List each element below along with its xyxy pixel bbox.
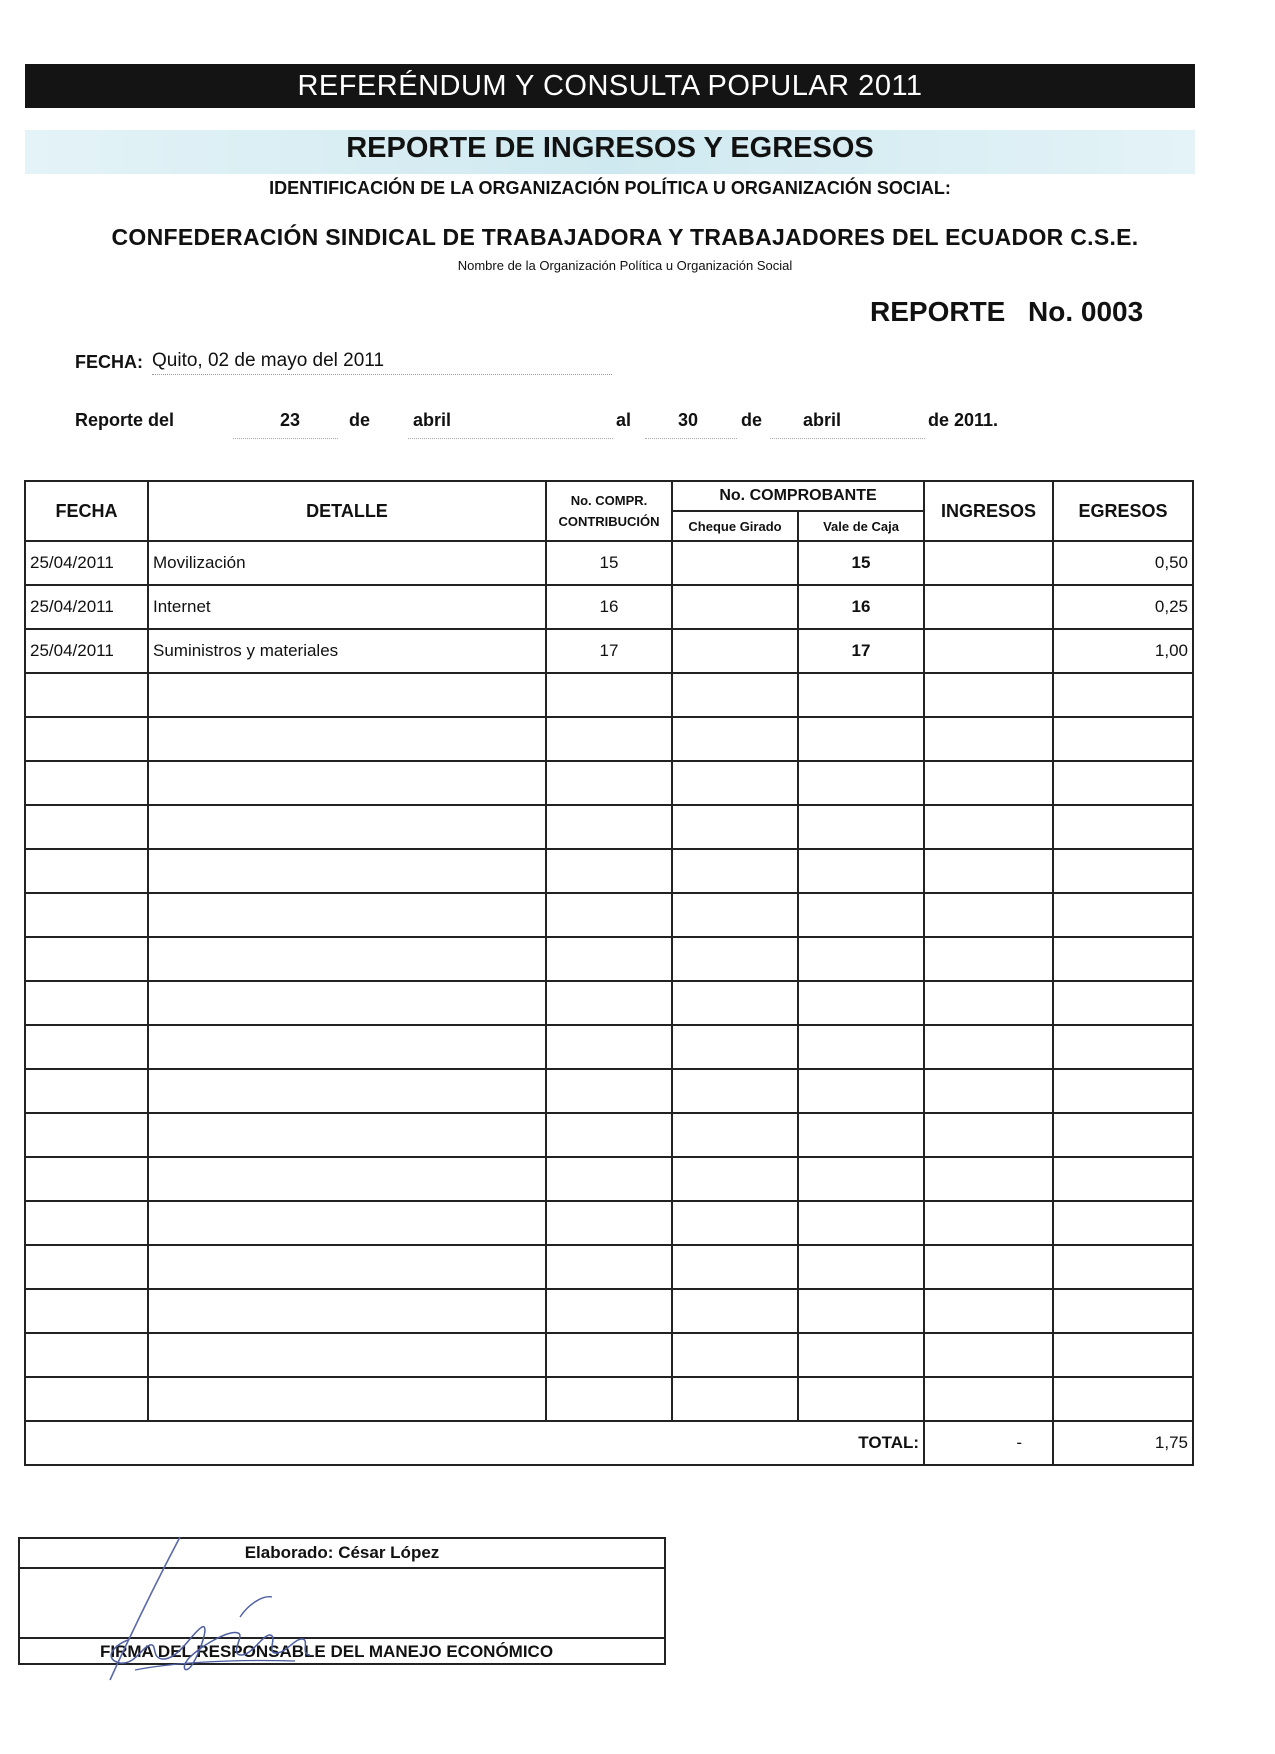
cell-contribucion: 17	[546, 629, 672, 673]
header-compr-line2: CONTRIBUCIÓN	[558, 514, 660, 529]
cell-fecha: 25/04/2011	[25, 585, 148, 629]
period-to-month: abril	[803, 410, 842, 430]
empty-cell	[546, 893, 672, 937]
empty-cell	[1053, 1025, 1193, 1069]
empty-table-row	[25, 1289, 1193, 1333]
cell-detalle: Internet	[148, 585, 546, 629]
empty-cell	[672, 849, 798, 893]
empty-cell	[546, 717, 672, 761]
empty-table-row	[25, 717, 1193, 761]
empty-cell	[924, 1025, 1053, 1069]
cell-cheque	[672, 585, 798, 629]
empty-cell	[798, 981, 924, 1025]
empty-cell	[148, 1113, 546, 1157]
empty-cell	[148, 673, 546, 717]
organization-name: CONFEDERACIÓN SINDICAL DE TRABAJADORA Y TRABAJADORES DEL ECUADOR C.S.E.	[111, 224, 1139, 250]
empty-cell	[148, 1289, 546, 1333]
empty-table-row	[25, 893, 1193, 937]
empty-cell	[546, 673, 672, 717]
empty-cell	[1053, 981, 1193, 1025]
empty-cell	[546, 1377, 672, 1421]
empty-cell	[798, 1025, 924, 1069]
table-row	[25, 541, 1193, 585]
empty-table-row	[25, 849, 1193, 893]
empty-table-row	[25, 673, 1193, 717]
empty-cell	[25, 981, 148, 1025]
signature-caption: FIRMA DEL RESPONSABLE DEL MANEJO ECONÓMICO	[20, 1637, 664, 1663]
empty-cell	[546, 1069, 672, 1113]
header-egresos: EGRESOS	[1053, 481, 1193, 541]
empty-cell	[546, 849, 672, 893]
identification-heading: IDENTIFICACIÓN DE LA ORGANIZACIÓN POLÍTICA U ORGANIZACIÓN SOCIAL:	[269, 178, 951, 198]
empty-cell	[25, 1069, 148, 1113]
period-from-day: 23	[280, 410, 301, 430]
report-number: No. 0003	[1028, 296, 1144, 327]
empty-cell	[546, 1157, 672, 1201]
empty-cell	[798, 1069, 924, 1113]
empty-cell	[1053, 673, 1193, 717]
empty-cell	[148, 937, 546, 981]
empty-cell	[148, 805, 546, 849]
empty-cell	[672, 1245, 798, 1289]
handwritten-signature	[80, 1535, 340, 1685]
cell-egresos: 0,25	[1053, 585, 1193, 629]
empty-cell	[924, 1157, 1053, 1201]
empty-cell	[798, 717, 924, 761]
empty-cell	[924, 1377, 1053, 1421]
cell-ingresos	[924, 585, 1053, 629]
empty-cell	[25, 1245, 148, 1289]
empty-cell	[1053, 1201, 1193, 1245]
empty-cell	[672, 1333, 798, 1377]
header-contribucion	[546, 481, 672, 541]
table-body	[25, 541, 1193, 1421]
empty-cell	[148, 893, 546, 937]
empty-cell	[672, 981, 798, 1025]
empty-cell	[546, 805, 672, 849]
empty-table-row	[25, 1157, 1193, 1201]
empty-cell	[546, 1333, 672, 1377]
total-ingresos: -	[924, 1421, 1053, 1465]
cell-contribucion: 16	[546, 585, 672, 629]
total-label: TOTAL:	[25, 1421, 924, 1465]
empty-cell	[546, 981, 672, 1025]
empty-cell	[798, 937, 924, 981]
period-from-day-line	[233, 438, 338, 439]
period-to-month-line	[770, 438, 925, 439]
empty-cell	[798, 1113, 924, 1157]
empty-cell	[25, 761, 148, 805]
empty-table-row	[25, 1069, 1193, 1113]
empty-table-row	[25, 1025, 1193, 1069]
empty-cell	[1053, 893, 1193, 937]
empty-cell	[924, 981, 1053, 1025]
empty-cell	[25, 717, 148, 761]
header-vale-de-caja: Vale de Caja	[798, 511, 924, 541]
empty-cell	[25, 805, 148, 849]
empty-cell	[924, 1245, 1053, 1289]
empty-cell	[25, 849, 148, 893]
empty-cell	[672, 717, 798, 761]
empty-cell	[1053, 937, 1193, 981]
empty-cell	[672, 937, 798, 981]
empty-cell	[798, 673, 924, 717]
header-ingresos: INGRESOS	[924, 481, 1053, 541]
empty-cell	[148, 1069, 546, 1113]
empty-cell	[798, 1157, 924, 1201]
fecha-label: FECHA:	[75, 352, 143, 372]
empty-cell	[924, 893, 1053, 937]
empty-cell	[924, 1289, 1053, 1333]
empty-cell	[546, 1201, 672, 1245]
empty-cell	[546, 1113, 672, 1157]
empty-cell	[1053, 761, 1193, 805]
empty-cell	[924, 849, 1053, 893]
cell-fecha: 25/04/2011	[25, 629, 148, 673]
empty-cell	[148, 717, 546, 761]
cell-contribucion: 15	[546, 541, 672, 585]
empty-cell	[25, 1377, 148, 1421]
empty-cell	[148, 1157, 546, 1201]
empty-cell	[924, 1113, 1053, 1157]
empty-cell	[672, 893, 798, 937]
empty-cell	[148, 761, 546, 805]
empty-cell	[25, 1113, 148, 1157]
empty-cell	[25, 1025, 148, 1069]
cell-egresos: 1,00	[1053, 629, 1193, 673]
empty-cell	[798, 1333, 924, 1377]
empty-cell	[672, 1113, 798, 1157]
period-year: de 2011.	[928, 410, 999, 430]
cell-vale: 16	[798, 585, 924, 629]
report-subtitle: REPORTE DE INGRESOS Y EGRESOS	[346, 132, 874, 164]
empty-cell	[148, 1025, 546, 1069]
table-row	[25, 585, 1193, 629]
empty-cell	[1053, 805, 1193, 849]
empty-table-row	[25, 761, 1193, 805]
empty-cell	[672, 761, 798, 805]
cell-cheque	[672, 541, 798, 585]
empty-cell	[25, 1157, 148, 1201]
empty-cell	[148, 1201, 546, 1245]
total-egresos: 1,75	[1053, 1421, 1193, 1465]
total-row	[25, 1421, 1193, 1465]
header-comprobante: No. COMPROBANTE	[672, 481, 924, 511]
empty-cell	[672, 1201, 798, 1245]
empty-cell	[25, 893, 148, 937]
empty-cell	[1053, 1245, 1193, 1289]
empty-cell	[798, 849, 924, 893]
empty-cell	[25, 1289, 148, 1333]
period-de-1: de	[349, 410, 371, 430]
empty-cell	[672, 1025, 798, 1069]
empty-cell	[25, 673, 148, 717]
empty-cell	[798, 1377, 924, 1421]
empty-cell	[672, 673, 798, 717]
empty-cell	[1053, 1333, 1193, 1377]
empty-cell	[546, 1245, 672, 1289]
empty-cell	[148, 981, 546, 1025]
empty-cell	[798, 761, 924, 805]
cell-ingresos	[924, 629, 1053, 673]
empty-cell	[672, 805, 798, 849]
empty-cell	[25, 937, 148, 981]
empty-cell	[1053, 717, 1193, 761]
cell-detalle: Movilización	[148, 541, 546, 585]
header-fecha: FECHA	[25, 481, 148, 541]
empty-cell	[148, 1245, 546, 1289]
cell-cheque	[672, 629, 798, 673]
empty-cell	[1053, 849, 1193, 893]
report-label: REPORTE	[870, 296, 1006, 327]
empty-cell	[672, 1069, 798, 1113]
empty-table-row	[25, 937, 1193, 981]
empty-cell	[1053, 1069, 1193, 1113]
empty-cell	[924, 717, 1053, 761]
empty-cell	[148, 1333, 546, 1377]
empty-cell	[546, 1025, 672, 1069]
empty-cell	[1053, 1113, 1193, 1157]
empty-table-row	[25, 1113, 1193, 1157]
table-row	[25, 629, 1193, 673]
cell-vale: 15	[798, 541, 924, 585]
empty-cell	[546, 937, 672, 981]
header-detalle: DETALLE	[148, 481, 546, 541]
income-expense-table	[24, 480, 1194, 1466]
empty-cell	[148, 1377, 546, 1421]
prepared-by: Elaborado: César López	[20, 1539, 664, 1569]
period-label: Reporte del	[75, 410, 175, 430]
empty-cell	[25, 1201, 148, 1245]
period-al: al	[616, 410, 632, 430]
empty-cell	[924, 761, 1053, 805]
fecha-value: Quito, 02 de mayo del 2011	[152, 350, 612, 375]
header-compr-line1: No. COMPR.	[570, 493, 648, 508]
empty-cell	[798, 1289, 924, 1333]
empty-table-row	[25, 1333, 1193, 1377]
empty-cell	[1053, 1289, 1193, 1333]
empty-cell	[924, 805, 1053, 849]
empty-cell	[672, 1157, 798, 1201]
empty-cell	[148, 849, 546, 893]
period-to-day-line	[645, 438, 737, 439]
period-to-day: 30	[678, 410, 699, 430]
empty-cell	[546, 761, 672, 805]
empty-cell	[924, 1333, 1053, 1377]
empty-cell	[1053, 1377, 1193, 1421]
cell-egresos: 0,50	[1053, 541, 1193, 585]
cell-ingresos	[924, 541, 1053, 585]
period-from-month: abril	[413, 410, 452, 430]
period-from-month-line	[408, 438, 613, 439]
empty-cell	[672, 1377, 798, 1421]
document-title: REFERÉNDUM Y CONSULTA POPULAR 2011	[25, 64, 1195, 108]
period-de-2: de	[741, 410, 763, 430]
empty-cell	[798, 1201, 924, 1245]
cell-detalle: Suministros y materiales	[148, 629, 546, 673]
header-cheque-girado: Cheque Girado	[672, 511, 798, 541]
empty-table-row	[25, 1245, 1193, 1289]
empty-cell	[924, 937, 1053, 981]
empty-table-row	[25, 1201, 1193, 1245]
empty-cell	[798, 893, 924, 937]
empty-cell	[924, 1201, 1053, 1245]
cell-fecha: 25/04/2011	[25, 541, 148, 585]
organization-caption: Nombre de la Organización Política u Organización Social	[457, 258, 793, 273]
empty-cell	[924, 1069, 1053, 1113]
cell-vale: 17	[798, 629, 924, 673]
empty-cell	[672, 1289, 798, 1333]
empty-cell	[798, 1245, 924, 1289]
empty-cell	[1053, 1157, 1193, 1201]
empty-cell	[924, 673, 1053, 717]
empty-cell	[546, 1289, 672, 1333]
empty-cell	[798, 805, 924, 849]
empty-cell	[25, 1333, 148, 1377]
empty-table-row	[25, 1377, 1193, 1421]
empty-table-row	[25, 981, 1193, 1025]
empty-table-row	[25, 805, 1193, 849]
